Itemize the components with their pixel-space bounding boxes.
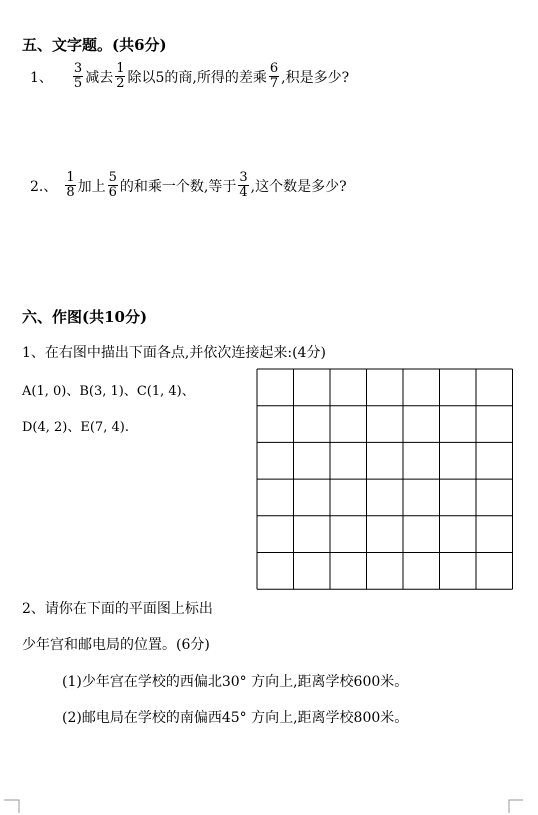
question-5-1 bbox=[30, 62, 349, 91]
numerator: 5 bbox=[108, 170, 117, 185]
denominator: 6 bbox=[108, 185, 117, 200]
question-6-2-line-1: 2、请你在下面的平面图上标出 bbox=[22, 601, 213, 617]
question-number: 1、 bbox=[30, 69, 53, 86]
denominator: 8 bbox=[66, 185, 75, 200]
numerator: 6 bbox=[269, 61, 279, 76]
denominator: 7 bbox=[269, 76, 279, 91]
question-text: 除以5的商,所得的差乘 bbox=[127, 69, 267, 86]
page-corner-mark-left bbox=[4, 799, 20, 813]
numerator: 3 bbox=[239, 170, 248, 185]
question-6-2-item-1: (1)少年宫在学校的西偏北30° 方向上,距离学校600米。 bbox=[62, 674, 409, 690]
question-6-2-line-2: 少年宫和邮电局的位置。(6分) bbox=[22, 637, 210, 653]
fraction bbox=[73, 62, 83, 91]
numerator: 3 bbox=[73, 61, 83, 76]
page-corner-mark-right bbox=[508, 799, 524, 813]
points-list-line-2: D(4, 2)、E(7, 4). bbox=[22, 420, 129, 435]
fraction bbox=[238, 171, 248, 200]
question-text: 减去 bbox=[85, 69, 114, 86]
question-text: ,这个数是多少? bbox=[250, 178, 347, 195]
coordinate-grid[interactable] bbox=[256, 368, 514, 593]
question-6-1: 1、在右图中描出下面各点,并依次连接起来:(4分) bbox=[22, 345, 326, 361]
question-text: 的和乘一个数,等于 bbox=[119, 178, 237, 195]
section-6-title: 六、作图(共10分) bbox=[22, 308, 148, 326]
question-number: 2.、 bbox=[30, 178, 58, 195]
fraction bbox=[269, 62, 279, 91]
denominator: 2 bbox=[116, 76, 125, 91]
points-list-line-1: A(1, 0)、B(3, 1)、C(1, 4)、 bbox=[22, 384, 195, 399]
denominator: 4 bbox=[239, 185, 248, 200]
question-5-2 bbox=[30, 171, 347, 200]
fraction bbox=[115, 62, 125, 91]
section-5-title: 五、文字题。(共6分) bbox=[22, 36, 167, 54]
numerator: 1 bbox=[116, 61, 125, 76]
question-6-2-item-2: (2)邮电局在学校的南偏西45° 方向上,距离学校800米。 bbox=[62, 710, 409, 726]
denominator: 5 bbox=[73, 76, 83, 91]
fraction bbox=[108, 171, 118, 200]
question-text: ,积是多少? bbox=[281, 69, 350, 86]
numerator: 1 bbox=[66, 170, 75, 185]
fraction bbox=[65, 171, 75, 200]
question-text: 加上 bbox=[77, 178, 106, 195]
